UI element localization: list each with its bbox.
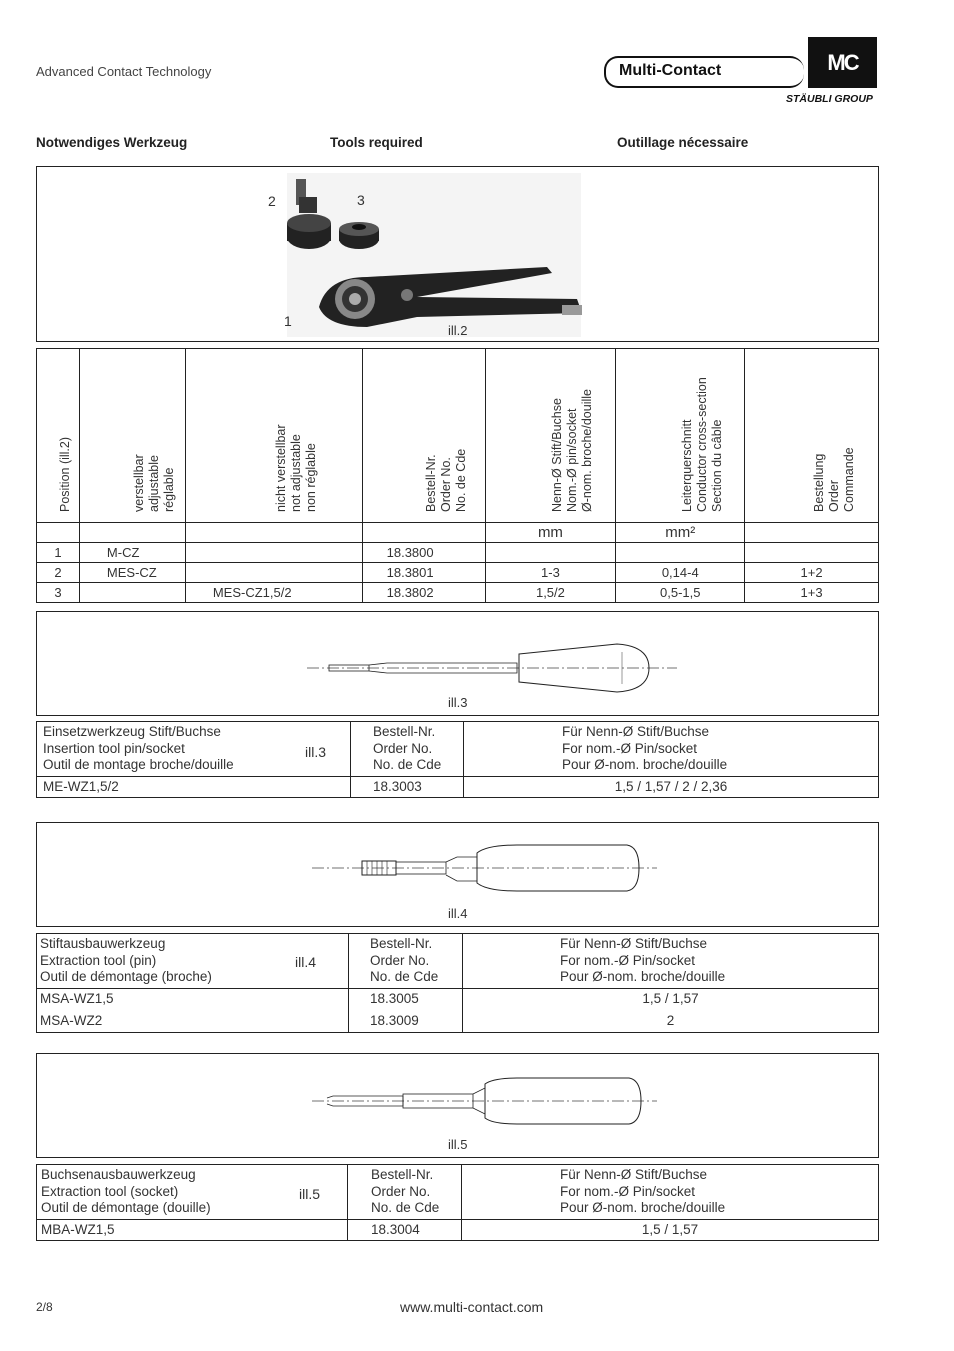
socket-extraction-tool-table	[36, 1164, 879, 1241]
brand-logo: MC	[808, 37, 877, 88]
pin-extraction-tool-table	[36, 933, 879, 1033]
illustration-4-box	[36, 822, 879, 927]
unit-mm: mm	[485, 523, 616, 543]
website-link[interactable]: www.multi-contact.com	[400, 1299, 544, 1315]
table-header-row: Buchsenausbauwerkzeug Extraction tool (socket) Outil de démontage (douille) ill.5 Bestell-Nr. Order No. No. de Cde Für Nenn-Ø Stift/Buchse For nom.-Ø Pin/socket Pour Ø-nom. broche/douille	[37, 1165, 879, 1220]
ill-2-label: ill.2	[448, 323, 468, 338]
heading-de: Notwendiges Werkzeug	[36, 135, 188, 150]
header-not-adjustable: nicht verstellbar not adjustable non réglable	[273, 424, 318, 512]
brand-group: STÄUBLI GROUP	[786, 93, 873, 105]
table-row: MSA-WZ2 18.3009 2	[37, 1009, 879, 1032]
table-row: 1 M-CZ 18.3800	[37, 543, 879, 563]
crimp-tool-table	[36, 348, 879, 603]
crimp-tool-image	[37, 167, 880, 343]
heading-fr: Outillage nécessaire	[617, 135, 749, 150]
table-row: ME-WZ1,5/2 18.3003 1,5 / 1,57 / 2 / 2,36	[37, 776, 879, 798]
illustration-5-box	[36, 1053, 879, 1158]
table-header-row: Stiftausbauwerkzeug Extraction tool (pin) Outil de démontage (broche) ill.4 Bestell-Nr. Order No. No. de Cde Für Nenn-Ø Stift/Buchse For nom.-Ø Pin/socket Pour Ø-nom. broche/douille	[37, 934, 879, 989]
header-cross-section: Leiterquerschnitt Conductor cross-section Section du câble	[680, 377, 725, 512]
table-header-row	[37, 349, 879, 523]
ill-4-reference: ill.4	[295, 954, 317, 970]
ill-3-label: ill.3	[448, 695, 468, 710]
header-nominal-diameter: Nenn-Ø Stift/Buchse Nom.-Ø pin/socket Ø-nom. broche/douille	[550, 389, 595, 512]
page-number: 2/8	[36, 1300, 53, 1314]
callout-3: 3	[357, 192, 365, 208]
ill-5-label: ill.5	[448, 1137, 468, 1152]
brand-name: Multi-Contact	[619, 62, 722, 79]
heading-en: Tools required	[330, 135, 423, 150]
header-order-no: Bestell-Nr. Order No. No. de Cde	[423, 448, 468, 512]
units-row	[37, 523, 879, 543]
company-tagline: Advanced Contact Technology	[36, 64, 212, 79]
ill-3-reference: ill.3	[305, 744, 327, 760]
table-row: MSA-WZ1,5 18.3005 1,5 / 1,57	[37, 988, 879, 1009]
header-order: Bestellung Order Commande	[811, 447, 856, 512]
table-header-row: Einsetzwerkzeug Stift/Buchse Insertion tool pin/socket Outil de montage broche/douille ill.3 Bestell-Nr. Order No. No. de Cde Für Nenn-Ø Stift/Buchse For nom.-Ø Pin/socket Pour Ø-nom. broche/douille	[37, 722, 879, 777]
table-row: 2 MES-CZ 18.3801 1-3 0,14-4 1+2	[37, 563, 879, 583]
callout-1: 1	[284, 313, 292, 329]
ill-4-label: ill.4	[448, 906, 468, 921]
illustration-3-box	[36, 611, 879, 716]
insertion-tool-table	[36, 721, 879, 798]
table-row: MBA-WZ1,5 18.3004 1,5 / 1,57	[37, 1219, 879, 1241]
unit-mm2: mm²	[616, 523, 745, 543]
table-row: 3 MES-CZ1,5/2 18.3802 1,5/2 0,5-1,5 1+3	[37, 583, 879, 603]
header-position: Position (ill.2)	[57, 436, 72, 512]
header-adjustable: verstellbar adjustable réglable	[132, 454, 177, 512]
ill-5-reference: ill.5	[299, 1186, 321, 1202]
illustration-2-box	[36, 166, 879, 342]
callout-2: 2	[268, 193, 276, 209]
